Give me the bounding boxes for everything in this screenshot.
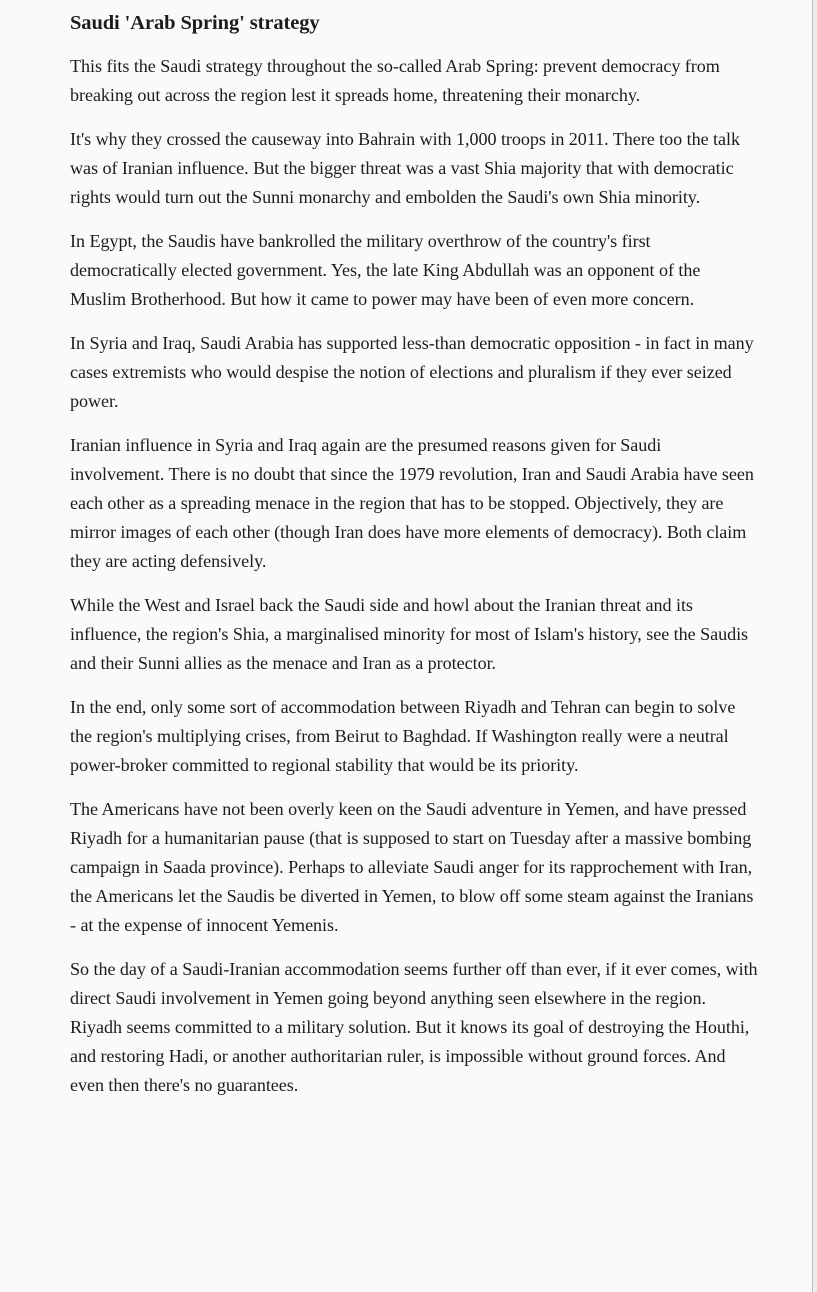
paragraph-7: In the end, only some sort of accommodation between Riyadh and Tehran can begin to solve the region's multiplying crises, from Beirut to Baghdad. If Washington really were a neutral power-broker committed to regional stability that would be its priority. (70, 697, 736, 775)
paragraph-3: In Egypt, the Saudis have bankrolled the military overthrow of the country's first democratically elected government. Yes, the late King Abdullah was an opponent of the Muslim Brotherhood. But how it came to power may have been of even more concern. (70, 231, 701, 309)
paragraph-1: This fits the Saudi strategy throughout the so-called Arab Spring: prevent democracy from breaking out across the region lest it spreads home, threatening their monarchy. (70, 56, 720, 105)
paragraph-6: While the West and Israel back the Saudi side and howl about the Iranian threat and its influence, the region's Shia, a marginalised minority for most of Islam's history, see the Saudis and their Sunni allies as the menace and Iran as a protector. (70, 595, 749, 673)
paragraph-9: So the day of a Saudi-Iranian accommodation seems further off than ever, if it ever comes, with direct Saudi involvement in Yemen going beyond anything seen elsewhere in the region. Riyadh seems committed to a military solution. But it knows its goal of destroying the Houthi, and restoring Hadi, or another authoritarian ruler, is impossible without ground forces. And even then there's no guarantees. (70, 959, 758, 1095)
article-body (70, 8, 760, 1115)
section-heading: Saudi 'Arab Spring' strategy (70, 12, 320, 34)
paragraph-5: Iranian influence in Syria and Iraq again are the presumed reasons given for Saudi involvement. There is no doubt that since the 1979 revolution, Iran and Saudi Arabia have seen each other as a spreading menace in the region that has to be stopped. Objectively, they are mirror images of each other (though Iran does have more elements of democracy). Both claim they are acting defensively. (70, 435, 754, 571)
paragraph-2: It's why they crossed the causeway into Bahrain with 1,000 troops in 2011. There too the talk was of Iranian influence. But the bigger threat was a vast Shia majority that with democratic rights would turn out the Sunni monarchy and embolden the Saudi's own Shia minority. (70, 129, 740, 207)
paragraph-8: The Americans have not been overly keen on the Saudi adventure in Yemen, and have pressed Riyadh for a humanitarian pause (that is supposed to start on Tuesday after a massive bombing campaign in Saada province). Perhaps to alleviate Saudi anger for its rapprochement with Iran, the Americans let the Saudis be diverted in Yemen, to blow off some steam against the Iranians - at the expense of innocent Yemenis. (70, 799, 754, 935)
paragraph-4: In Syria and Iraq, Saudi Arabia has supported less-than democratic opposition - in fact in many cases extremists who would despise the notion of elections and pluralism if they ever seized power. (70, 333, 754, 411)
window-edge (813, 0, 817, 1292)
